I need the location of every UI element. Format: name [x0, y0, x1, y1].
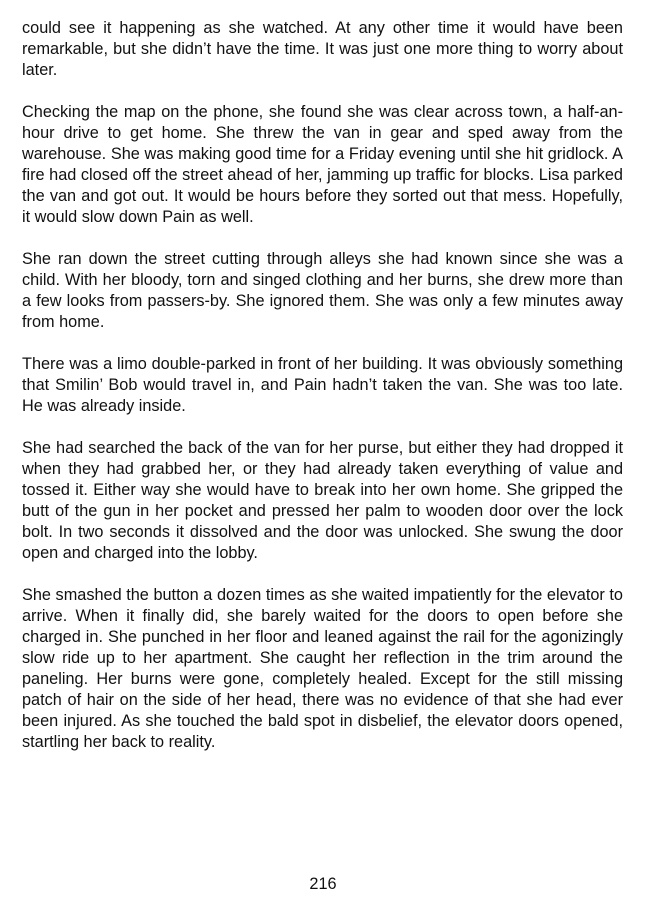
paragraph-6: She smashed the button a dozen times as she waited impatiently for the elevator to arrive. When it finally did, she barely waited for the doors to open before she charged in. She punched in her floor and leaned against the rail for the agonizingly slow ride up to her apartment. She caught her reflection in the trim around the paneling. Her burns were gone, completely healed. Except for the still missing patch of hair on the side of her head, there was no evidence of that she had ever been injured. As she touched the bald spot in disbelief, the elevator doors opened, startling her back to reality. [22, 586, 623, 751]
paragraph-3: She ran down the street cutting through alleys she had known since she was a child. With her bloody, torn and singed clothing and her burns, she drew more than a few looks from passers-by. She ignored them. She was only a few minutes away from home. [22, 250, 623, 331]
paragraph-1: could see it happening as she watched. At any other time it would have been remarkable, but she didn’t have the time. It was just one more thing to worry about later. [22, 19, 623, 79]
paragraph-5: She had searched the back of the van for her purse, but either they had dropped it when they had grabbed her, or they had already taken everything of value and tossed it. Either way she would have to break into her own home. She gripped the butt of the gun in her pocket and pressed her palm to wooden door over the lock bolt. In two seconds it dissolved and the door was unlocked. She swung the door open and charged into the lobby. [22, 439, 623, 562]
page-number: 216 [309, 875, 337, 893]
paragraph-2: Checking the map on the phone, she found she was clear across town, a half-an-hour drive to get home. She threw the van in gear and sped away from the warehouse. She was making good time for a Friday evening until she hit gridlock. A fire had closed off the street ahead of her, jamming up traffic for blocks. Lisa parked the van and got out. It would be hours before they sorted out that mess. Hopefully, it would slow down Pain as well. [22, 103, 623, 226]
page-body [22, 18, 623, 774]
paragraph-4: There was a limo double-parked in front of her building. It was obviously something that Smilin’ Bob would travel in, and Pain hadn’t taken the van. She was too late. He was already inside. [22, 355, 623, 415]
